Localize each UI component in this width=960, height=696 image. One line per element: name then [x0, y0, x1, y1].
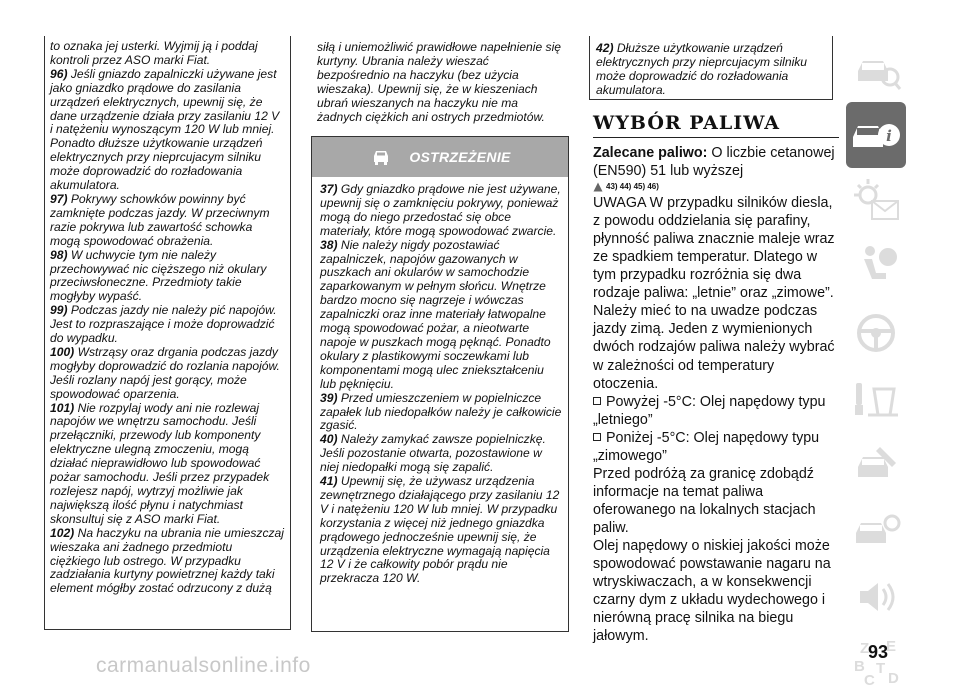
tab-emergency[interactable]	[846, 366, 906, 432]
tab-car-magnifier[interactable]	[846, 36, 906, 102]
notes-column-2	[311, 36, 569, 124]
tab-car-info[interactable]	[846, 102, 906, 168]
note-item: 97) Pokrywy schowków powinny być zamknięte podczas jazdy. W przeciwnym razie pokrywa lub zawartość schowka mogą spowodować obrażenia.	[50, 191, 270, 248]
warning-references: 43) 44) 45) 46)	[593, 180, 843, 194]
section-title: WYBÓR PALIWA	[593, 112, 839, 138]
index-letter: Z	[860, 640, 870, 657]
tab-technical-data[interactable]	[846, 498, 906, 564]
car-wrench-icon	[850, 441, 902, 489]
fuel-section-body	[593, 144, 843, 645]
index-letter: C	[864, 672, 875, 689]
watermark: carmanualsonline.info	[96, 654, 311, 677]
note-item: 37) Gdy gniazdko prądowe nie jest używane, upewnij się o zamknięciu pokrywy, ponieważ mogą do niego przedostać się obce materiały, które mogą spowodować zwarcie.	[320, 182, 561, 238]
note-item: 102) Na haczyku na ubrania nie umieszczaj wieszaka ani żadnego przedmiotu ciężkiego lub ostrego. W przypadku zadziałania kurtyny powietrznej każdy taki element mógłby zostać odrzucony z dużą	[50, 525, 284, 596]
recommended-fuel: Zalecane paliwo: O liczbie cetanowej (EN590) 51 lub wyższej	[593, 145, 835, 180]
car-magnifier-icon	[850, 47, 902, 91]
tab-driving[interactable]	[846, 300, 906, 366]
note-item: 100) Wstrząsy oraz drgania podczas jazdy mogłyby doprowadzić do rozlania napojów. Jeśli rozlany napój jest gorący, może spowodować oparzenia.	[50, 344, 280, 401]
car-emergency-icon	[850, 375, 902, 423]
car-info-icon	[850, 113, 902, 157]
tab-maintenance[interactable]	[846, 432, 906, 498]
tab-multimedia[interactable]	[846, 564, 906, 630]
warning-box	[311, 136, 569, 632]
note-item: 38) Nie należy nigdy pozostawiać zapalniczek, napojów gazowanych w puszkach ani okularów w samochodzie zaparkowanym w pełnym słońcu. Wnętrze bardzo mocno się nagrzeje i wówczas zapalniczki oraz inne materiały łatwopalne mogą spowodować pożar, a nieotwarte napoje w puszkach mogą pęknąć. Ponadto okulary z plastikowymi soczewkami lub komponentami mogą ulec zniekształceniu lub pęknięciu.	[320, 237, 551, 391]
paragraph: Olej napędowy o niskiej jakości może spowodować powstawanie nagaru na wtryskiwaczach, a w konsekwencji czarny dym z układu wydechowego i nierówną pracę silnika na biegu jałowym.	[593, 537, 831, 645]
note-item: 96) Jeśli gniazdo zapalniczki używane jest jako gniazdko prądowe do zasilania urządzeń elektrycznych, upewnij się, że dane urządzenie działa przy zasilaniu 12 V i natężeniu wynoszącym 120 W lub mniej. Ponadto dłuższe użytkowanie urządzeń elektrycznych przy nieprcujacym silniku może doprowadzić do rozładowania akumulatora.	[50, 66, 280, 193]
paragraph: UWAGA W przypadku silników diesla, z powodu oddzielania się parafiny, płynność paliwa znacznie maleje wraz ze spadkiem temperatur. Dlatego w tym przypadku rozróżnia się dwa rodzaje paliwa: „letnie” oraz „zimowe”. Należy mieć to na uwadze podczas jazdy zimą. Jeden z wymienionych dwóch rodzajów paliwa należy wybrać w zależności od temperatury otoczenia.	[593, 195, 835, 392]
warning-title: OSTRZEŻENIE	[409, 149, 511, 165]
intro-text: to oznaka jej usterki. Wyjmij ją i poddaj kontroli przez ASO marki Fiat.	[50, 39, 258, 67]
note-item: 40) Należy zamykać zawsze popielniczkę. Jeśli pozostanie otwarta, pozostawione w niej niedopałki mogą się zapalić.	[320, 432, 546, 475]
warning-notes-list	[312, 177, 568, 586]
car-warning-icon	[369, 147, 393, 167]
page-number: 93	[868, 642, 889, 662]
tab-index[interactable]	[846, 630, 906, 696]
note-item: 99) Podczas jazdy nie należy pić napojów. Jest to rozpraszające i może doprowadzić do wypadku.	[50, 303, 277, 346]
note-item: 101) Nie rozpylaj wody ani nie rozlewaj napojów we wnętrzu samochodu. Jeśli przełączniki, przewody lub komponenty elektryczne ulegną zmoczeniu, mogą działać nieprawidłowo lub spowodować pożar samochodu. Jeśli przez przypadek rozlejesz napój, wytrzyj możliwie jak największą ilość płynu i natychmiast skonsultuj się z ASO marki Fiat.	[50, 400, 270, 526]
notes-column-3	[589, 36, 833, 100]
bullet-square-icon	[593, 433, 601, 441]
index-letter: T	[876, 660, 886, 677]
car-specs-icon	[850, 507, 902, 555]
index-letter: E	[886, 638, 897, 655]
audio-icon	[850, 573, 902, 621]
note-item: 42) Dłuższe użytkowanie urządzeń elektrycznych przy nieprcujacym silniku może doprowadzić do rozładowania akumulatora.	[596, 41, 808, 97]
seat-airbag-icon	[850, 243, 902, 291]
note-item: 98) W uchwycie tym nie należy przechowywać nic cięższego niż okulary przeciwsłoneczne. Przedmioty takie mogłyby wypaść.	[50, 247, 267, 304]
svg-text:i: i	[886, 127, 892, 145]
bullet-item: Powyżej -5°C: Olej napędowy typu „letniego”	[593, 393, 826, 428]
warning-triangle-icon	[593, 182, 603, 192]
warning-light-envelope-icon	[850, 177, 902, 225]
warning-header	[312, 137, 568, 177]
index-letter: B	[854, 658, 865, 675]
note-item: 39) Przed umieszczeniem w popielniczce zapałek lub niedopałków należy je całkowicie zgasić.	[320, 390, 562, 433]
note-item: 41) Upewnij się, że używasz urządzenia zewnętrznego działającego przy zasilaniu 12 V i natężeniu 120 W lub mniej. W przypadku korzystania z więcej niż jednego gniazdka prądowego jednocześnie upewnij się, że urządzenia elektryczne wymagają napięcia 12 V i że całkowity pobór prądu nie przekracza 120 W.	[320, 474, 560, 586]
notes-column-1	[44, 36, 291, 630]
tab-safety[interactable]	[846, 234, 906, 300]
chapter-sidebar	[846, 36, 906, 696]
intro-text: siłą i uniemożliwić prawidłowe napełnienie się kurtyny. Ubrania należy wieszać bezpośrednio na haczyku (bez użycia wieszaka). Upewnij się, że w kieszeniach ubrań wieszanych na haczyku nie ma żadnych ciężkich ani ostrych przedmiotów.	[317, 40, 562, 124]
paragraph: Przed podróżą za granicę zdobądź informacje na temat paliwa oferowanego na lokalnych stacjach paliw.	[593, 465, 816, 536]
index-letter: D	[888, 670, 899, 687]
notes-list	[50, 68, 285, 596]
tab-warning-lights[interactable]	[846, 168, 906, 234]
steering-wheel-icon	[850, 309, 902, 357]
bullet-square-icon	[593, 397, 601, 405]
bullet-item: Poniżej -5°C: Olej napędowy typu „zimowego”	[593, 429, 820, 464]
